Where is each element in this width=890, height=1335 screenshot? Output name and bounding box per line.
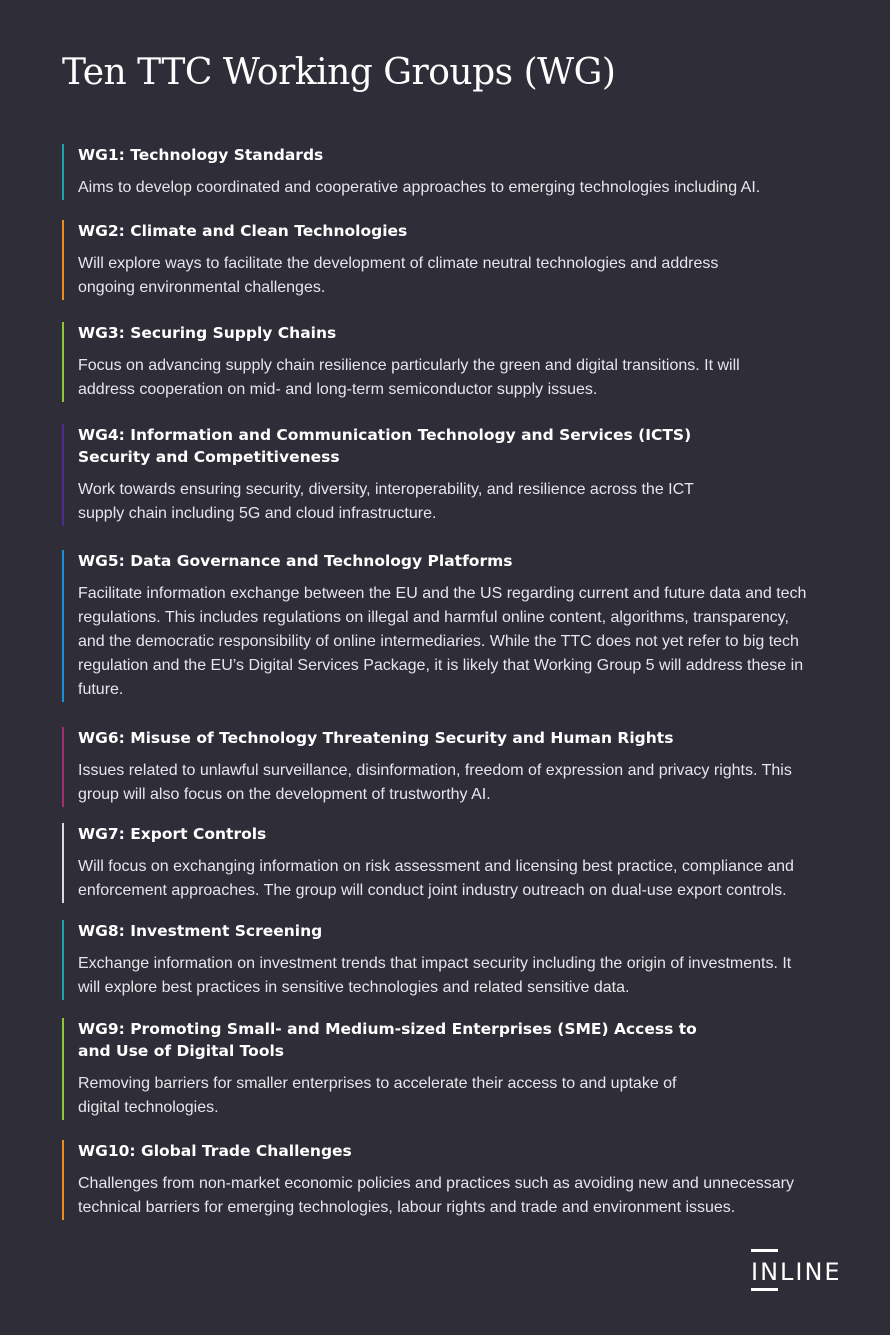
- wg6-heading: WG6: Misuse of Technology Threatening Security and Human Rights: [78, 729, 674, 747]
- wg5-description: Facilitate information exchange between the EU and the US regarding current and future data and tech regulations. This includes regulations on illegal and harmful online content, algorithms, transparency, and the democratic responsibility of online intermediaries. While the TTC does not yet refer to big tech regulation and the EU’s Digital Services Package, it is likely that Working Group 5 will address these in future.: [78, 585, 807, 698]
- wg10-accent-bar: [62, 1140, 64, 1220]
- logo-top-line: [751, 1249, 778, 1252]
- wg3-heading: WG3: Securing Supply Chains: [78, 324, 337, 342]
- logo-bottom-line: [751, 1288, 778, 1291]
- inline-logo: [751, 1248, 851, 1292]
- wg4-description: Work towards ensuring security, diversity, interoperability, and resilience across the ICT supply chain including 5G and cloud infrastructure.: [78, 481, 694, 522]
- wg9-accent-bar: [62, 1018, 64, 1120]
- wg9-description: Removing barriers for smaller enterprises to accelerate their access to and uptake of digital technologies.: [78, 1075, 677, 1116]
- wg5-section: [62, 550, 814, 702]
- wg5-accent-bar: [62, 550, 64, 702]
- wg2-description: Will explore ways to facilitate the development of climate neutral technologies and address ongoing environmental challenges.: [78, 255, 719, 296]
- wg6-accent-bar: [62, 727, 64, 807]
- wg8-accent-bar: [62, 920, 64, 1000]
- wg1-description: Aims to develop coordinated and cooperative approaches to emerging technologies including AI.: [78, 179, 761, 196]
- wg7-section: [62, 823, 822, 903]
- wg3-section: [62, 322, 762, 402]
- wg6-description: Issues related to unlawful surveillance, disinformation, freedom of expression and privacy rights. This group will also focus on the development of trustworthy AI.: [78, 762, 792, 803]
- wg2-accent-bar: [62, 220, 64, 300]
- wg1-heading: WG1: Technology Standards: [78, 146, 324, 164]
- page-title: Ten TTC Working Groups (WG): [62, 52, 616, 93]
- wg5-heading: WG5: Data Governance and Technology Platforms: [78, 552, 513, 570]
- wg9-section: [62, 1018, 702, 1120]
- wg3-accent-bar: [62, 322, 64, 402]
- wg10-section: [62, 1140, 822, 1220]
- wg4-section: [62, 424, 712, 526]
- wg9-heading: WG9: Promoting Small- and Medium-sized Enterprises (SME) Access to and Use of Digital Tools: [78, 1020, 697, 1060]
- wg4-heading: WG4: Information and Communication Technology and Services (ICTS) Security and Competitiveness: [78, 426, 692, 466]
- wg1-accent-bar: [62, 144, 64, 200]
- wg2-heading: WG2: Climate and Clean Technologies: [78, 222, 408, 240]
- wg3-description: Focus on advancing supply chain resilience particularly the green and digital transitions. It will address cooperation on mid- and long-term semiconductor supply issues.: [78, 357, 740, 398]
- wg10-description: Challenges from non-market economic policies and practices such as avoiding new and unnecessary technical barriers for emerging technologies, labour rights and trade and environment issues.: [78, 1175, 794, 1216]
- wg1-section: [62, 144, 822, 200]
- wg4-accent-bar: [62, 424, 64, 526]
- wg10-heading: WG10: Global Trade Challenges: [78, 1142, 352, 1160]
- logo-text: INLINE: [751, 1258, 842, 1286]
- wg2-section: [62, 220, 742, 300]
- wg7-accent-bar: [62, 823, 64, 903]
- wg8-description: Exchange information on investment trends that impact security including the origin of investments. It will explore best practices in sensitive technologies and related sensitive data.: [78, 955, 792, 996]
- wg6-section: [62, 727, 802, 807]
- wg7-description: Will focus on exchanging information on risk assessment and licensing best practice, compliance and enforcement approaches. The group will conduct joint industry outreach on dual-use export controls.: [78, 858, 794, 899]
- wg8-section: [62, 920, 802, 1000]
- wg7-heading: WG7: Export Controls: [78, 825, 267, 843]
- wg8-heading: WG8: Investment Screening: [78, 922, 323, 940]
